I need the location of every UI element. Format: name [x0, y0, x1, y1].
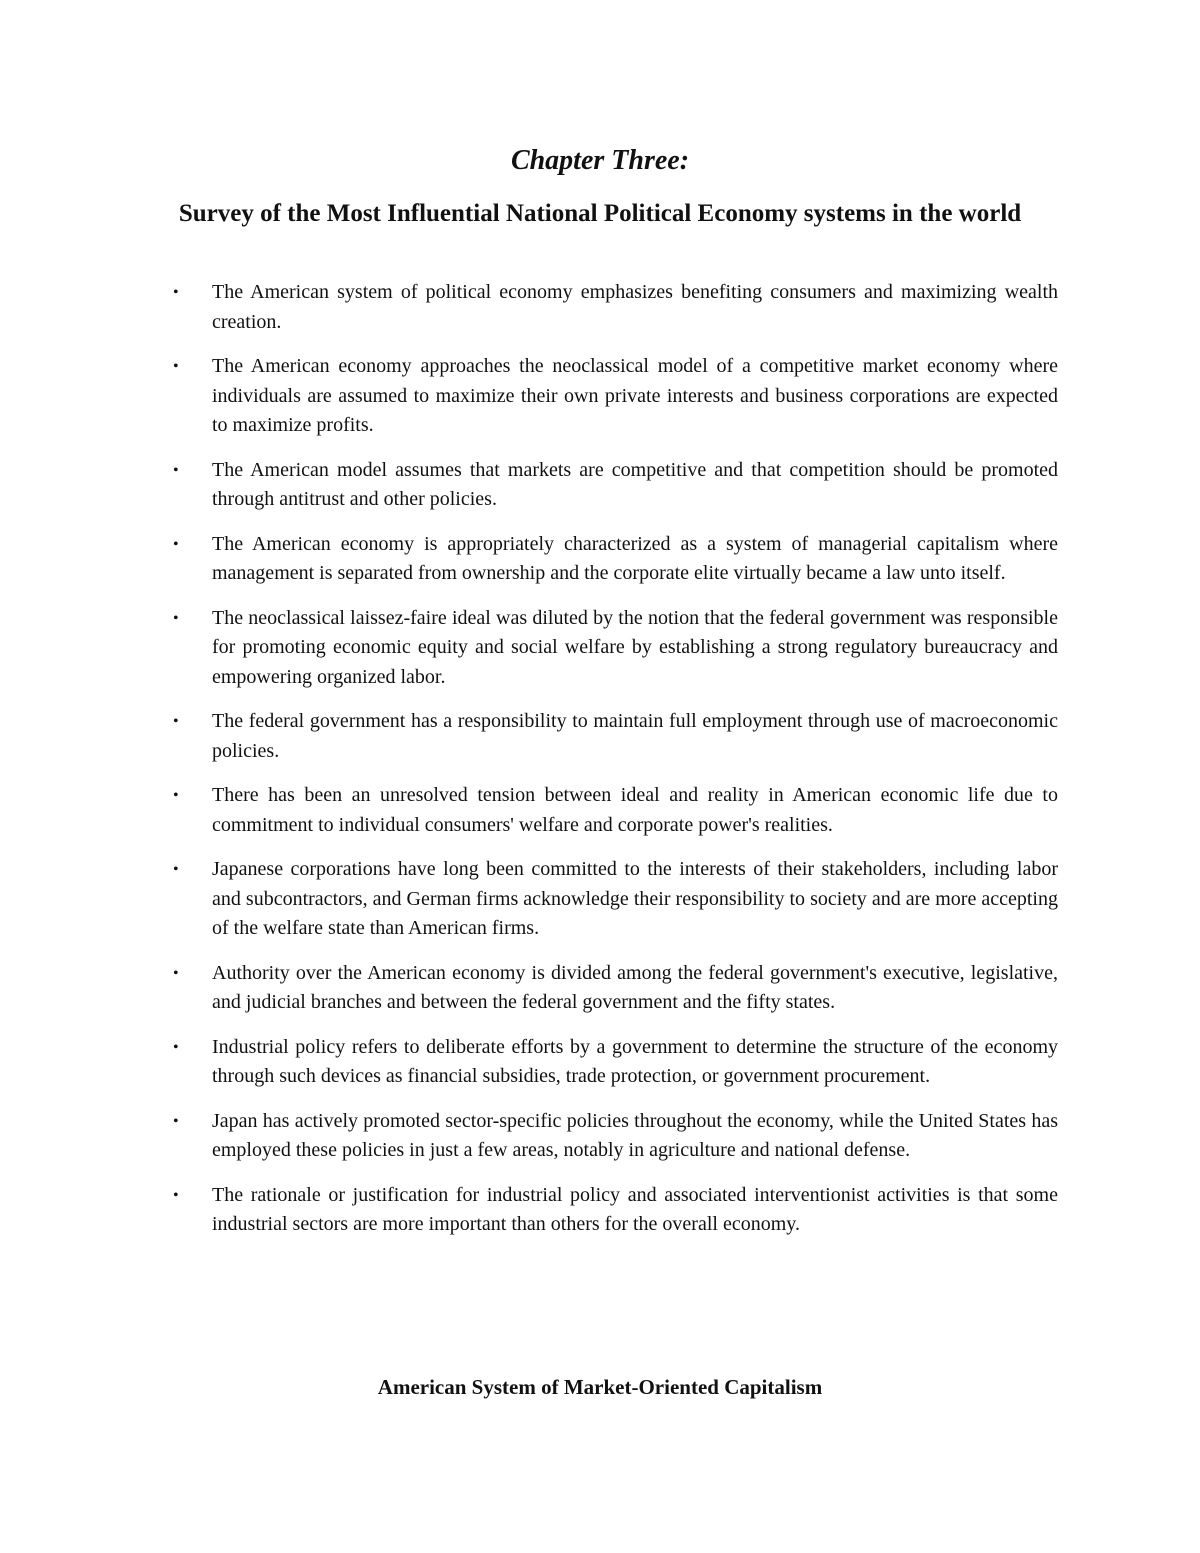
list-item: [170, 959, 1058, 1018]
bullet-icon: •: [173, 535, 179, 553]
list-item: [170, 1107, 1058, 1166]
list-item-text: The federal government has a responsibility to maintain full employment through use of macroeconomic policies.: [212, 710, 1058, 762]
section-title: Survey of the Most Influential National Political Economy systems in the world: [178, 200, 1022, 227]
bullet-list: [170, 278, 1058, 1255]
list-item: [170, 1181, 1058, 1240]
list-item: [170, 352, 1058, 441]
bullet-icon: •: [173, 861, 179, 878]
list-item: [170, 1033, 1058, 1092]
list-item-text: The rationale or justification for industrial policy and associated interventionist activities is that some industrial sectors are more important than others for the overall economy.: [212, 1183, 1058, 1235]
bullet-icon: •: [173, 358, 179, 375]
list-item: [170, 604, 1058, 693]
chapter-title: Chapter Three:: [510, 145, 690, 176]
subheading: American System of Market-Oriented Capitalism: [377, 1375, 823, 1399]
list-item-text: The American model assumes that markets are competitive and that competition should be promoted through antitrust and other policies.: [212, 458, 1058, 510]
list-item: [170, 456, 1058, 515]
list-item-text: The American economy approaches the neoclassical model of a competitive market economy where individuals are assumed to maximize their own private interests and business corporations are expected to maximize profits.: [212, 355, 1058, 436]
bullet-icon: •: [173, 1186, 179, 1204]
bullet-icon: •: [173, 461, 179, 479]
bullet-icon: •: [173, 284, 179, 301]
bullet-icon: •: [173, 787, 179, 804]
bullet-icon: •: [173, 1038, 179, 1056]
list-item: [170, 855, 1058, 944]
bullet-icon: •: [173, 713, 179, 730]
bullet-icon: •: [173, 964, 179, 982]
list-item-text: The American system of political economy emphasizes benefiting consumers and maximizing wealth creation.: [212, 281, 1058, 333]
list-item-text: Industrial policy refers to deliberate efforts by a government to determine the structure of the economy through such devices as financial subsidies, trade protection, or government procurement.: [212, 1035, 1058, 1087]
bullet-icon: •: [173, 609, 179, 627]
list-item: [170, 278, 1058, 337]
list-item-text: Japanese corporations have long been committed to the interests of their stakeholders, including labor and subcontractors, and German firms acknowledge their responsibility to society and are more accepting of the welfare state than American firms.: [212, 858, 1058, 939]
list-item: [170, 781, 1058, 840]
list-item-text: There has been an unresolved tension between ideal and reality in American economic life due to commitment to individual consumers' welfare and corporate power's realities.: [212, 784, 1058, 836]
list-item-text: Japan has actively promoted sector-specific policies throughout the economy, while the United States has employed these policies in just a few areas, notably in agriculture and national defense.: [212, 1109, 1058, 1161]
list-item-text: The American economy is appropriately characterized as a system of managerial capitalism where management is separated from ownership and the corporate elite virtually became a law unto itself.: [212, 532, 1058, 584]
list-item: [170, 530, 1058, 589]
list-item-text: The neoclassical laissez-faire ideal was diluted by the notion that the federal government was responsible for promoting economic equity and social welfare by establishing a strong regulatory bureaucracy and empowering organized labor.: [212, 606, 1058, 688]
list-item-text: Authority over the American economy is divided among the federal government's executive, legislative, and judicial branches and between the federal government and the fifty states.: [212, 961, 1058, 1013]
bullet-icon: •: [173, 1112, 179, 1130]
list-item: [170, 707, 1058, 766]
